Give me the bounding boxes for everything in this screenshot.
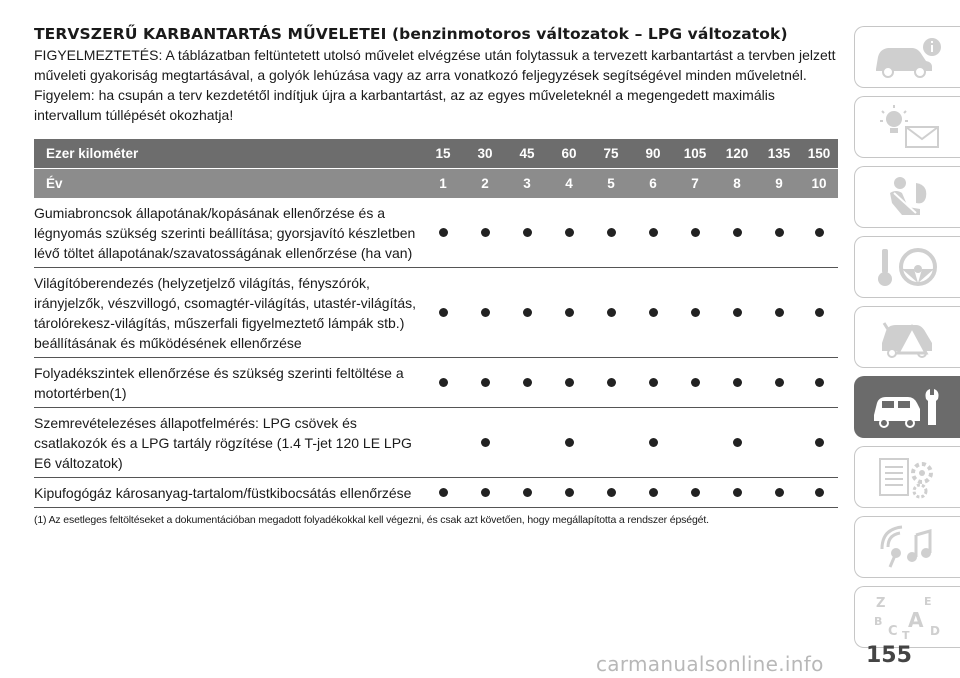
tab-starting-driving[interactable] — [854, 236, 960, 298]
interval-cell — [674, 198, 716, 268]
interval-cell — [800, 478, 838, 508]
interval-cell — [422, 358, 464, 408]
index-letter: E — [923, 595, 932, 608]
tab-index[interactable] — [854, 586, 960, 648]
bullet-mark — [691, 378, 700, 387]
interval-cell — [590, 408, 632, 478]
interval-cell — [464, 268, 506, 358]
bullet-mark — [815, 378, 824, 387]
interval-cell — [758, 198, 800, 268]
bullet-mark — [607, 378, 616, 387]
index-letter: Z — [875, 596, 885, 611]
interval-cell — [632, 268, 674, 358]
bullet-mark — [481, 228, 490, 237]
interval-cell — [758, 408, 800, 478]
bullet-mark — [481, 378, 490, 387]
year-header-row — [34, 169, 838, 199]
bullet-mark — [733, 378, 742, 387]
interval-cell — [464, 358, 506, 408]
tab-technical-data[interactable] — [854, 446, 960, 508]
tab-car-info[interactable] — [854, 26, 960, 88]
index-letter: D — [929, 624, 940, 638]
km-header-cell: 135 — [758, 139, 800, 169]
interval-cell — [758, 358, 800, 408]
interval-cell — [632, 198, 674, 268]
km-header-label: Ezer kilométer — [34, 139, 422, 169]
interval-cell — [716, 358, 758, 408]
car-wrench-icon — [868, 383, 948, 431]
operation-description: Folyadékszintek ellenőrzése és szükség szerinti feltöltése a motortérben(1) — [34, 358, 422, 408]
bullet-mark — [607, 488, 616, 497]
bullet-mark — [565, 378, 574, 387]
table-row — [34, 358, 838, 408]
tab-multimedia[interactable] — [854, 516, 960, 578]
bullet-mark — [481, 488, 490, 497]
interval-cell — [716, 198, 758, 268]
bullet-mark — [481, 438, 490, 447]
bullet-mark — [523, 378, 532, 387]
year-header-cell: 2 — [464, 169, 506, 199]
interval-cell — [590, 478, 632, 508]
emergency-triangle-car-icon — [868, 313, 948, 361]
year-header-cell: 1 — [422, 169, 464, 199]
bullet-mark — [565, 308, 574, 317]
year-header-cell: 4 — [548, 169, 590, 199]
interval-cell — [800, 198, 838, 268]
bullet-mark — [607, 308, 616, 317]
year-header-cell: 9 — [758, 169, 800, 199]
interval-cell — [716, 268, 758, 358]
bullet-mark — [649, 438, 658, 447]
tab-emergency[interactable] — [854, 306, 960, 368]
year-header-cell: 10 — [800, 169, 838, 199]
list-gear-icon — [868, 453, 948, 501]
bullet-mark — [691, 228, 700, 237]
interval-cell — [464, 408, 506, 478]
bullet-mark — [649, 378, 658, 387]
interval-cell — [632, 408, 674, 478]
bullet-mark — [523, 308, 532, 317]
year-header-label: Év — [34, 169, 422, 199]
tab-warning-lights[interactable] — [854, 96, 960, 158]
watermark: carmanualsonline.info — [596, 652, 824, 676]
page-title: TERVSZERŰ KARBANTARTÁS MŰVELETEI (benzinmotoros változatok – LPG változatok) — [34, 25, 788, 43]
warning-light-mail-icon — [868, 103, 948, 151]
operation-description: Gumiabroncsok állapotának/kopásának ellenőrzése és a légnyomás szükség szerinti beállítása; gyorsjavító készletben lévő töltet állapotának/szavatosságának ellenőrzése (ha van) — [34, 198, 422, 268]
car-info-icon — [868, 33, 948, 81]
year-header-cell: 7 — [674, 169, 716, 199]
km-header-cell: 45 — [506, 139, 548, 169]
interval-cell — [632, 478, 674, 508]
bullet-mark — [565, 438, 574, 447]
km-header-cell: 90 — [632, 139, 674, 169]
interval-cell — [800, 268, 838, 358]
interval-cell — [716, 478, 758, 508]
bullet-mark — [815, 438, 824, 447]
interval-cell — [506, 198, 548, 268]
bullet-mark — [733, 228, 742, 237]
year-header-cell: 3 — [506, 169, 548, 199]
interval-cell — [590, 198, 632, 268]
interval-cell — [548, 408, 590, 478]
interval-cell — [758, 478, 800, 508]
interval-cell — [464, 478, 506, 508]
interval-cell — [800, 408, 838, 478]
interval-cell — [506, 408, 548, 478]
table-row — [34, 478, 838, 508]
bullet-mark — [733, 308, 742, 317]
index-letter: T — [901, 629, 910, 641]
km-header-cell: 105 — [674, 139, 716, 169]
bullet-mark — [815, 308, 824, 317]
bullet-mark — [565, 228, 574, 237]
interval-cell — [674, 358, 716, 408]
index-letter: B — [873, 615, 882, 628]
interval-cell — [422, 268, 464, 358]
bullet-mark — [649, 228, 658, 237]
interval-cell — [506, 268, 548, 358]
bullet-mark — [691, 308, 700, 317]
airbag-seat-icon — [868, 173, 948, 221]
interval-cell — [548, 358, 590, 408]
interval-cell — [464, 198, 506, 268]
interval-cell — [590, 268, 632, 358]
page-content — [34, 26, 838, 526]
bullet-mark — [607, 228, 616, 237]
bullet-mark — [775, 488, 784, 497]
bullet-mark — [439, 228, 448, 237]
bullet-mark — [775, 228, 784, 237]
interval-cell — [422, 408, 464, 478]
interval-cell — [632, 358, 674, 408]
year-header-cell: 6 — [632, 169, 674, 199]
interval-cell — [716, 408, 758, 478]
bullet-mark — [523, 488, 532, 497]
operation-description: Szemrevételezéses állapotfelmérés: LPG csövek és csatlakozók és a LPG tartály rögzítése (1.4 T-jet 120 LE LPG E6 változatok) — [34, 408, 422, 478]
bullet-mark — [815, 228, 824, 237]
index-letters-icon — [868, 593, 948, 641]
bullet-mark — [775, 308, 784, 317]
km-header-cell: 30 — [464, 139, 506, 169]
interval-cell — [674, 268, 716, 358]
tab-safety[interactable] — [854, 166, 960, 228]
interval-cell — [548, 198, 590, 268]
warning-paragraph: FIGYELMEZTETÉS: A táblázatban feltüntetett utolsó művelet elvégzése után folytassuk a tervezett karbantartást a tervben jelzett műveleti gyakoriság megtartásával, a golyók lehúzása vagy az arra vonatkozó feljegyzések segítségével minden műveletnél. Figyelem: ha csupán a terv kezdetétől indítjuk újra a karbantartást, az az egyes műveleteknél a megengedett maximális intervallum túllépését okozhatja! — [34, 47, 836, 123]
interval-cell — [674, 478, 716, 508]
maintenance-table — [34, 139, 838, 508]
interval-cell — [422, 478, 464, 508]
interval-cell — [548, 478, 590, 508]
bullet-mark — [733, 438, 742, 447]
bullet-mark — [439, 488, 448, 497]
radio-music-icon — [868, 523, 948, 571]
table-body — [34, 198, 838, 508]
bullet-mark — [649, 488, 658, 497]
interval-cell — [506, 478, 548, 508]
table-row — [34, 268, 838, 358]
interval-cell — [422, 198, 464, 268]
table-row — [34, 198, 838, 268]
interval-cell — [674, 408, 716, 478]
km-header-cell: 60 — [548, 139, 590, 169]
km-header-cell: 120 — [716, 139, 758, 169]
tab-maintenance[interactable] — [854, 376, 960, 438]
year-header-cell: 5 — [590, 169, 632, 199]
km-header-row — [34, 139, 838, 169]
chapter-sidebar — [854, 26, 960, 656]
bullet-mark — [481, 308, 490, 317]
interval-cell — [590, 358, 632, 408]
footnote: (1) Az esetleges feltöltéseket a dokumentációban megadott folyadékokkal kell végezni, és csak azt követően, hogy megállapította a rendszer épségét. — [34, 514, 709, 526]
table-row — [34, 408, 838, 478]
km-header-cell: 150 — [800, 139, 838, 169]
interval-cell — [548, 268, 590, 358]
index-letter: A — [907, 608, 923, 632]
bullet-mark — [565, 488, 574, 497]
interval-cell — [800, 358, 838, 408]
bullet-mark — [439, 378, 448, 387]
bullet-mark — [691, 488, 700, 497]
year-header-cell: 8 — [716, 169, 758, 199]
interval-cell — [758, 268, 800, 358]
bullet-mark — [775, 378, 784, 387]
operation-description: Kipufogógáz károsanyag-tartalom/füstkibocsátás ellenőrzése — [34, 478, 422, 508]
bullet-mark — [649, 308, 658, 317]
bullet-mark — [815, 488, 824, 497]
bullet-mark — [439, 308, 448, 317]
bullet-mark — [733, 488, 742, 497]
km-header-cell: 75 — [590, 139, 632, 169]
bullet-mark — [523, 228, 532, 237]
interval-cell — [506, 358, 548, 408]
key-steering-wheel-icon — [868, 243, 948, 291]
index-letter: C — [887, 624, 898, 639]
page-number: 155 — [866, 643, 912, 668]
km-header-cell: 15 — [422, 139, 464, 169]
operation-description: Világítóberendezés (helyzetjelző világítás, fényszórók, irányjelzők, vészvillogó, csomagtér-világítás, utastér-világítás, tárolórekesz-világítás, műszerfali figyelmeztető lámpák stb.) beállításának és működésének ellenőrzése — [34, 268, 422, 358]
